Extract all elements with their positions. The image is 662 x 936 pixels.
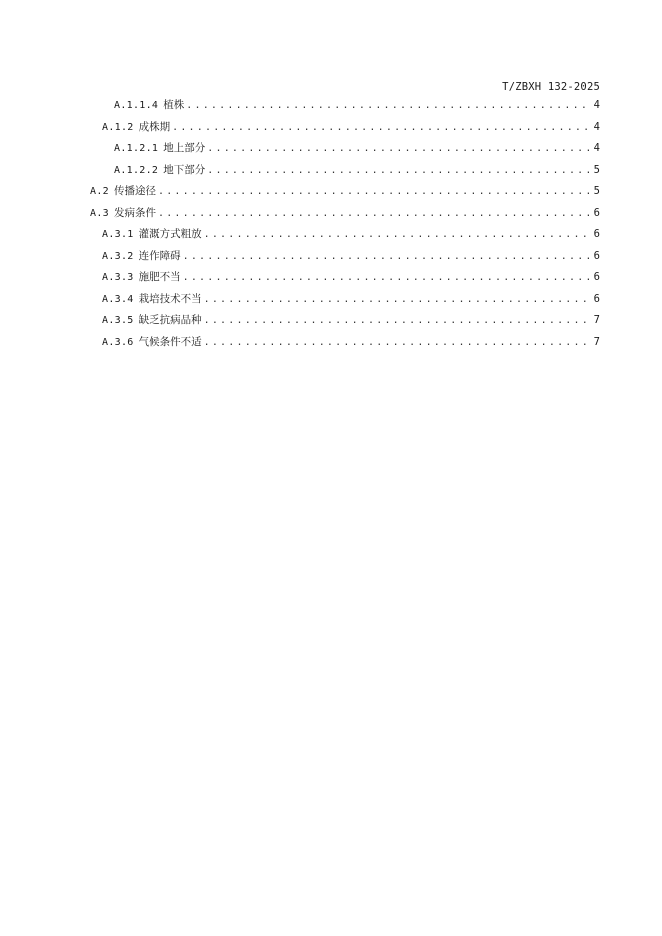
toc-dot-leader: [204, 315, 590, 326]
toc-entry-title: 连作障碍: [138, 249, 181, 262]
toc-entry[interactable]: [114, 140, 600, 160]
toc-entry-title: 地下部分: [163, 163, 206, 176]
toc-entry-page: 7: [593, 335, 600, 348]
toc-dot-leader: [207, 165, 589, 176]
toc-entry[interactable]: [102, 291, 600, 311]
toc-entry-title: 植株: [163, 99, 185, 111]
toc-entry[interactable]: [90, 205, 600, 225]
toc-entry-title: 气候条件不适: [138, 335, 202, 348]
toc-dot-leader: [183, 251, 590, 262]
toc-entry-number: A.3.3: [102, 272, 134, 283]
toc-dot-leader: [204, 294, 590, 305]
toc-entry-page: 6: [593, 271, 600, 283]
toc-dot-leader: [183, 272, 590, 283]
toc-entry-title: 栽培技术不当: [138, 292, 202, 305]
toc-entry-page: 4: [593, 142, 600, 154]
toc-entry-title: 成株期: [138, 120, 171, 133]
toc-entry[interactable]: [102, 119, 600, 139]
toc-entry-page: 5: [593, 163, 600, 176]
toc-dot-leader: [172, 122, 590, 133]
toc-entry-number: A.3: [90, 207, 109, 219]
toc-dot-leader: [186, 100, 589, 111]
toc-entry-page: 6: [593, 292, 600, 305]
toc-entry-page: 6: [593, 249, 600, 262]
toc-entry-title: 缺乏抗病品种: [138, 314, 202, 326]
toc-entry-title: 施肥不当: [138, 271, 181, 283]
toc-entry-number: A.3.2: [102, 250, 134, 262]
toc-entry-title: 发病条件: [113, 206, 156, 219]
toc-entry[interactable]: [102, 334, 600, 354]
toc-entry-page: 4: [593, 120, 600, 133]
toc-dot-leader: [158, 208, 590, 219]
toc-entry[interactable]: [102, 248, 600, 268]
toc-entry-number: A.3.5: [102, 315, 134, 326]
toc-entry-number: A.3.6: [102, 336, 134, 348]
toc-dot-leader: [207, 143, 589, 154]
toc-entry-page: 6: [593, 206, 600, 219]
toc-entry[interactable]: [90, 183, 600, 203]
toc-entry-number: A.2: [90, 186, 109, 197]
toc-entry-title: 灌溉方式粗放: [138, 228, 202, 240]
toc-entry[interactable]: [114, 162, 600, 182]
toc-entry-number: A.1.2: [102, 121, 134, 133]
toc-entry-page: 6: [593, 228, 600, 240]
toc-entry-title: 地上部分: [163, 142, 206, 154]
toc-entry[interactable]: [114, 97, 600, 117]
toc-entry[interactable]: [102, 312, 600, 332]
toc-entry-page: 7: [593, 314, 600, 326]
toc-entry-number: A.3.1: [102, 229, 134, 240]
toc-entry-number: A.1.2.2: [114, 164, 159, 176]
document-code: T/ZBXH 132-2025: [502, 81, 600, 93]
toc-entry-number: A.1.1.4: [114, 100, 159, 111]
toc-dot-leader: [158, 186, 590, 197]
toc-entry-page: 4: [593, 99, 600, 111]
toc-entry-title: 传播途径: [113, 185, 156, 197]
toc-entry[interactable]: [102, 226, 600, 246]
toc-entry-number: A.3.4: [102, 293, 134, 305]
toc-entry-number: A.1.2.1: [114, 143, 159, 154]
toc-entry-page: 5: [593, 185, 600, 197]
toc-dot-leader: [204, 229, 590, 240]
toc-entry[interactable]: [102, 269, 600, 289]
toc-dot-leader: [204, 337, 590, 348]
